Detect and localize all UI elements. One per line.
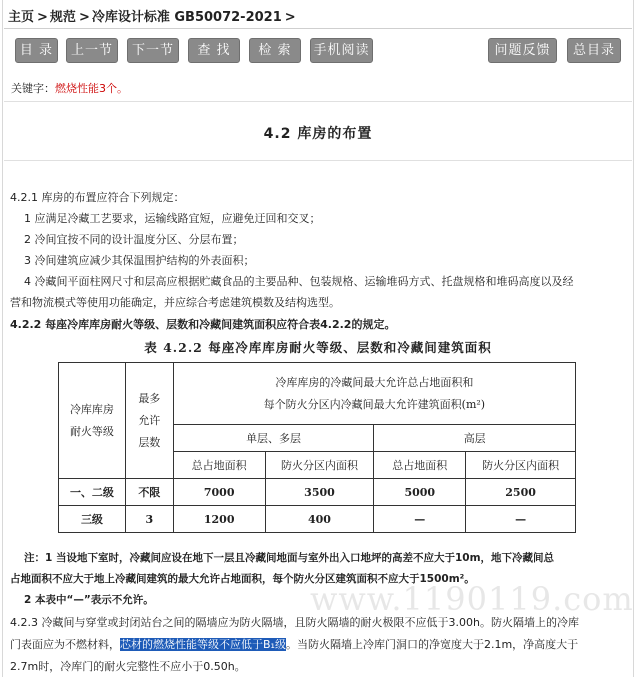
watermark: www.1190119.com [310,580,634,618]
clause-text: 。当防火隔墙上冷库门洞口的净宽度大于2.1m，净高度大于 [285,638,579,651]
cell-single-zone: 400 [265,506,374,533]
clause-4-2-3-line3: 2.7m时，冷库门的耐火完整性不应小于0.50h。 [10,660,246,673]
header-text: 冷库库房的冷藏间最大允许总占地面积和 [275,375,474,389]
clause-4-2-3: 4.2.3 冷藏间与穿堂或封闭站台之间的隔墙应为防火隔墙，且防火隔墙的耐火极限不应低于3.00h。防火隔墙上的冷库 [10,616,579,629]
divider [4,101,632,102]
next-section-button[interactable]: 下一节 [127,38,179,63]
breadcrumb-separator: > [78,10,90,25]
clause-4-2-2: 4.2.2 每座冷库库房耐火等级、层数和冷藏间建筑面积应符合表4.2.2的规定。 [10,318,396,331]
cell-single-total: 7000 [173,479,265,506]
feedback-button[interactable]: 问题反馈 [488,38,557,63]
cell-single-total: 1200 [173,506,265,533]
cell-grade: 一、二级 [59,479,126,506]
divider [4,160,632,161]
header-zone-area: 防火分区内面积 [265,452,374,479]
breadcrumb-spec[interactable]: 规范 [49,10,76,25]
breadcrumb [8,6,298,25]
cell-high-total: 5000 [374,479,466,506]
table-row [59,506,576,533]
cell-grade: 三级 [59,506,126,533]
header-total-area: 总占地面积 [374,452,466,479]
toc-button[interactable]: 目 录 [15,38,58,63]
clause-text: 门表面应为不燃材料， [10,638,120,651]
breadcrumb-current[interactable]: 冷库设计标准 GB50072-2021 [91,10,282,25]
section-title: 4.2 库房的布置 [263,126,373,142]
breadcrumb-separator: > [284,10,296,25]
clause-item: 3 冷间建筑应减少其保温围护结构的外表面积； [24,254,255,267]
cell-single-zone: 3500 [265,479,374,506]
breadcrumb-separator: > [37,10,48,25]
fire-rating-table [58,362,576,533]
header-area [173,363,575,425]
clause-item: 2 冷间宜按不同的设计温度分区、分层布置； [24,233,244,246]
header-text: 冷库库房 [69,402,114,416]
keywords-label: 关键字： [11,82,55,95]
cell-layers: 不限 [125,479,173,506]
header-layers [125,363,173,479]
header-text: 每个防火分区内冷藏间最大允许建筑面积(m²) [263,397,486,411]
mobile-read-button[interactable]: 手机阅读 [310,38,373,63]
note-1: 注：1 当设地下室时，冷藏间应设在地下一层且冷藏间地面与室外出入口地坪的高差不应大于10m，地下冷藏间总 [24,552,555,564]
header-grade [59,363,126,479]
all-toc-button[interactable]: 总目录 [567,38,621,63]
header-high-rise: 高层 [374,425,576,452]
header-single-multi: 单层、多层 [173,425,374,452]
note-1-cont: 占地面积不应大于地上冷藏间建筑的最大允许占地面积，每个防火分区建筑面积不应大于1500m²。 [10,573,475,585]
keyword-count: 3个。 [99,82,128,95]
cell-high-zone: — [466,506,576,533]
clause-4-2-1: 4.2.1 库房的布置应符合下列规定： [10,191,185,204]
clause-item: 1 应满足冷藏工艺要求，运输线路宜短，应避免迂回和交叉； [24,212,321,225]
note-2: 2 本表中“—”表示不允许。 [24,594,154,606]
cell-high-total: — [374,506,466,533]
header-text: 层数 [138,435,161,449]
header-text: 最多 [138,391,161,405]
search-button[interactable]: 检 索 [249,38,301,63]
keyword-term[interactable]: 燃烧性能 [55,82,99,95]
prev-section-button[interactable]: 上一节 [66,38,118,63]
clause-item-cont: 营和物流模式等使用功能确定，并应综合考虑建筑模数及结构选型。 [10,296,340,309]
header-text: 允许 [138,413,161,427]
header-text: 耐火等级 [69,424,114,438]
clause-item: 4 冷藏间平面柱网尺寸和层高应根据贮藏食品的主要品种、包装规格、运输堆码方式、托盘规格和堆码高度以及经 [24,275,574,288]
keywords [11,80,128,96]
table-caption: 表 4.2.2 每座冷库库房耐火等级、层数和冷藏间建筑面积 [144,340,492,355]
cell-high-zone: 2500 [466,479,576,506]
table-row [59,479,576,506]
find-button[interactable]: 查 找 [188,38,240,63]
divider [4,28,632,29]
header-total-area: 总占地面积 [173,452,265,479]
highlighted-text: 芯材的燃烧性能等级不应低于B₁级 [120,638,286,651]
breadcrumb-home[interactable]: 主页 [8,10,35,25]
clause-4-2-3-line2 [10,636,578,652]
header-zone-area: 防火分区内面积 [466,452,576,479]
cell-layers: 3 [125,506,173,533]
